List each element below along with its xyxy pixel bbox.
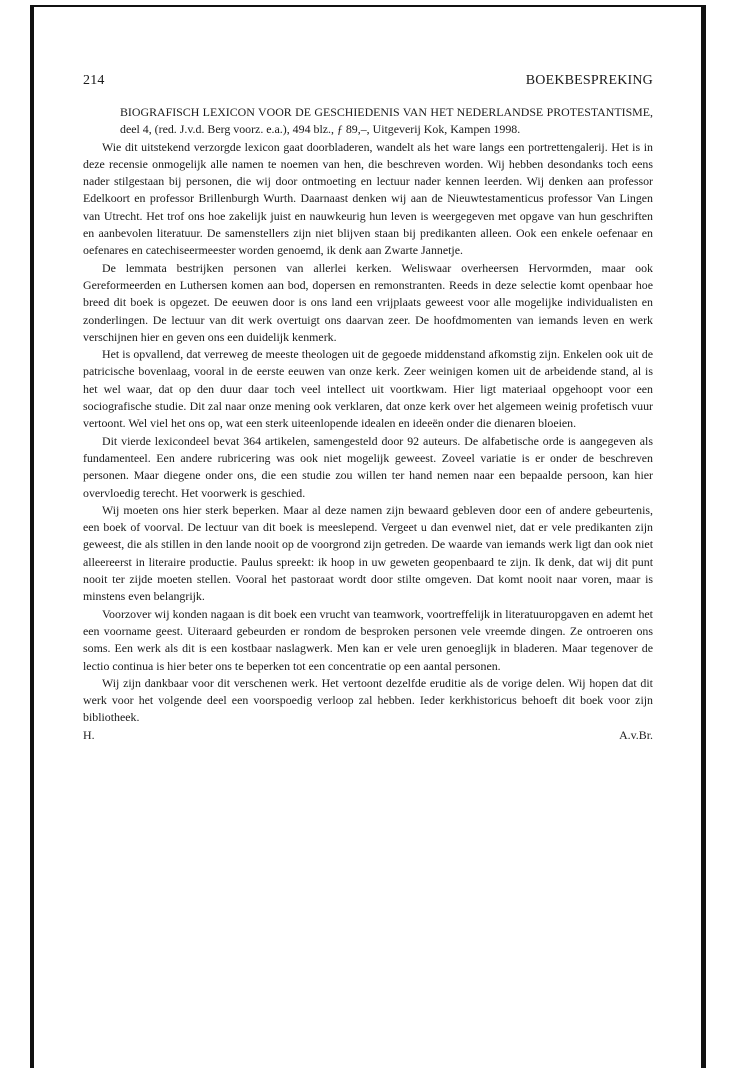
paragraph-4: Dit vierde lexicondeel bevat 364 artikelen, samengesteld door 92 auteurs. De alfabetische orde is aangegeven als fundamenteel. Een andere rubricering was ook niet mogelijk geweest. Zoveel variatie is er onder de beschreven personen. Maar diegene onder ons, die een studie zou willen ter hand nemen naar een bepaalde persoon, kan hier overvloedig terecht. Het voorwerk is geschied. <box>83 433 653 500</box>
signature-line <box>83 727 653 744</box>
signature-left: H. <box>83 727 95 742</box>
paragraph-6: Voorzover wij konden nagaan is dit boek een vrucht van teamwork, voortreffelijk in literatuuropgaven en ademt het een voorname geest. Uiteraard gebeurden er rondom de besproken personen vele vreemde dingen. Ze ontroeren ons soms. Een werk als dit is een kostbaar naslagwerk. Men kan er vele uren genoeglijk in bladeren. Maar tegenover de lectio continua is hier beter ons te beperken tot een concentratie op een aantal personen. <box>83 606 653 673</box>
paragraph-1: Wie dit uitstekend verzorgde lexicon gaat doorbladeren, wandelt als het ware langs een portrettengalerij. Het is in deze recensie onmogelijk alle namen te noemen van hen, die beschreven worden. Wij hebben desondanks toch eens nader stilgestaan bij personen, die wij door ontmoeting en lectuur nader kennen leerden. Wij denken aan professor Edelkoort en professor Brillenburgh Wurth. Daarnaast denken wij aan de Nieuwtestamenticus professor Van Lingen van Utrecht. Het trof ons hoe zakelijk juist en nauwkeurig hun leven is weergegeven met opgave van hun geschriften en aanbevolen literatuur. De samenstellers zijn niet blijven staan bij predikanten alleen. Ook een enkele oefenaar en oefenares en catechiseermeester worden genoemd, ik denk aan Zwarte Jannetje. <box>83 139 653 258</box>
scan-border-left <box>30 5 34 1068</box>
scan-border-top <box>30 5 706 7</box>
paragraph-7: Wij zijn dankbaar voor dit verschenen werk. Het vertoont dezelfde eruditie als de vorige delen. Wij hopen dat dit werk voor het volgende deel een voorspoedig verloop zal hebben. Ieder kerkhistoricus behoeft dit boek voor zijn bibliotheek. <box>83 675 653 725</box>
document-page <box>83 72 653 744</box>
scan-border-right <box>701 5 706 1068</box>
signature-right: A.v.Br. <box>619 727 653 742</box>
page-number: 214 <box>83 73 105 88</box>
running-head <box>83 72 653 90</box>
book-citation: BIOGRAFISCH LEXICON VOOR DE GESCHIEDENIS VAN HET NEDERLANDSE PROTESTANTISME, deel 4, (red. J.v.d. Berg voorz. e.a.), 494 blz., ƒ 89,–, Uitgeverij Kok, Kampen 1998. <box>120 105 653 137</box>
section-title: BOEKBESPREKING <box>525 73 653 88</box>
paragraph-3: Het is opvallend, dat verreweg de meeste theologen uit de gegoede middenstand afkomstig zijn. Enkelen ook uit de patricische bovenlaag, vooral in de eerste eeuwen van onze kerk. Zeer weinigen komen uit de arbeidende stand, al is het wel waar, dat op den duur daar toch veel intellect uit voortkwam. Hier ligt materiaal opgehoopt voor een sociografische studie. Dit zal naar onze mening ook verklaren, dat onze kerk over het algemeen weinig profetisch vuur vertoont. Wel viel het ons op, wat een sterk uiteenlopende idealen en ideeën onder die dienaren bloeien. <box>83 347 653 431</box>
paragraph-5: Wij moeten ons hier sterk beperken. Maar al deze namen zijn bewaard gebleven door een of andere gebeurtenis, een boek of voorval. De lectuur van dit boek is meeslepend. Vergeet u dan evenwel niet, dat er vele predikanten zijn geweest, die als stillen in den lande nooit op de voorgrond zijn getreden. De waarde van iemands werk ligt dan ook niet alleereerst in literaire productie. Paulus spreekt: ik hoop in uw geweten geopenbaard te zijn. Ik denk, dat wij dit punt nooit ter zijde moeten stellen. Vooral het pastoraat wordt door stilte omgeven. Dat komt nooit naar voren, maar is minstens even belangrijk. <box>83 502 653 604</box>
paragraph-2: De lemmata bestrijken personen van allerlei kerken. Weliswaar overheersen Hervormden, maar ook Gereformeerden en Luthersen komen aan bod, dopersen en remonstranten. Reeds in deze selectie komt openbaar hoe breed dit boek is opgezet. De eeuwen door is ons land een vrijplaats geweest voor alle mogelijke individualisten en zonderlingen. De lectuur van dit werk overtuigt ons daarvan zeer. De hoofdmomenten van iemands leven en werk verschijnen hier en geven ons een duidelijk kenmerk. <box>83 260 653 344</box>
